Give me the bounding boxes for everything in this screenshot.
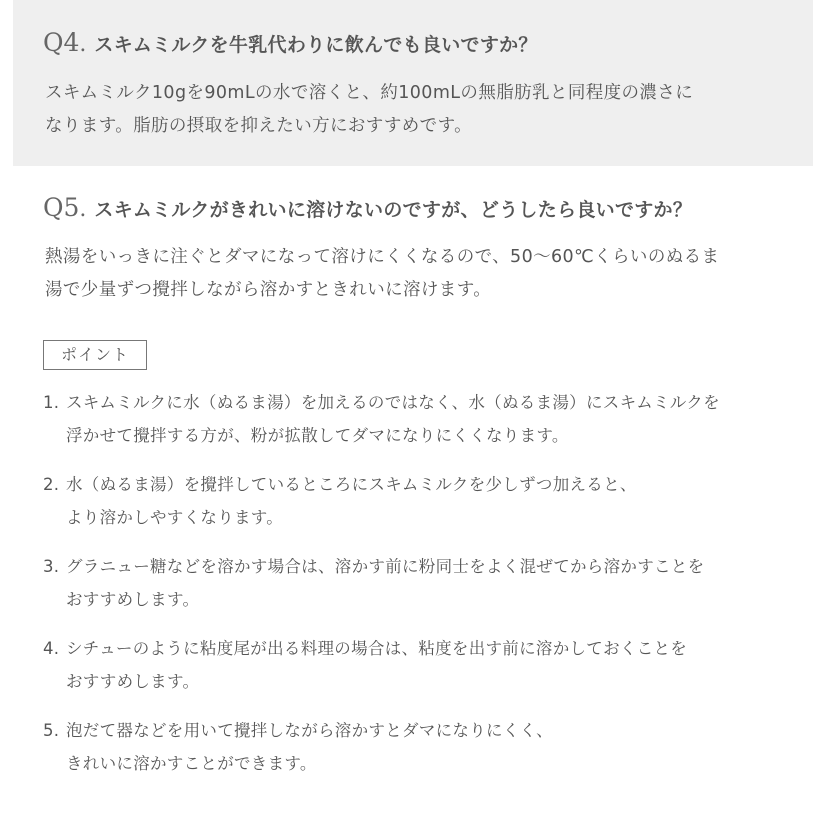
- faq-item-q5: [13, 166, 813, 825]
- list-item: [43, 714, 793, 780]
- question-number: Q5: [43, 193, 80, 222]
- list-item-text: シチューのように粘度尾が出る料理の場合は、粘度を出す前に溶かしておくことを: [66, 639, 688, 658]
- answer-line: 熱湯をいっきに注ぐとダマになって溶けにくくなるので、50〜60℃くらいのぬるま: [45, 247, 720, 267]
- list-item-number: 2.: [43, 475, 60, 494]
- answer-line: 湯で少量ずつ攪拌しながら溶かすときれいに溶けます。: [45, 280, 492, 300]
- list-item-number: 3.: [43, 557, 60, 576]
- list-item-text-continued: おすすめします。: [66, 590, 200, 609]
- list-item-text: スキムミルクに水（ぬるま湯）を加えるのではなく、水（ぬるま湯）にスキムミルクを: [66, 393, 720, 412]
- question-text: スキムミルクを牛乳代わりに飲んでも良いですか？: [94, 34, 538, 56]
- list-item-text-continued: より溶かしやすくなります。: [66, 508, 284, 527]
- answer-line: なります。脂肪の摂取を抑えたい方におすすめです。: [45, 116, 472, 136]
- list-item-number: 4.: [43, 639, 60, 658]
- list-item-number: 5.: [43, 721, 60, 740]
- question-heading: [43, 28, 803, 57]
- question-number: Q4: [43, 28, 80, 57]
- list-item: [43, 632, 793, 698]
- list-item-text: グラニュー糖などを溶かす場合は、溶かす前に粉同士をよく混ぜてから溶かすことを: [66, 557, 705, 576]
- list-item-text: 泡だて器などを用いて攪拌しながら溶かすとダマになりにくく、: [66, 721, 553, 740]
- point-label-badge: ポイント: [43, 340, 147, 370]
- list-item: [43, 468, 793, 534]
- list-item-text-continued: きれいに溶かすことができます。: [66, 754, 317, 773]
- answer-text: [45, 241, 791, 307]
- question-text: スキムミルクがきれいに溶けないのですが、どうしたら良いですか？: [94, 199, 693, 221]
- question-number-dot: .: [79, 197, 87, 222]
- list-item-text-continued: おすすめします。: [66, 672, 200, 691]
- faq-item-q4: [13, 0, 813, 166]
- question-heading: [43, 193, 803, 222]
- list-item: [43, 550, 793, 616]
- list-item-text: 水（ぬるま湯）を攪拌しているところにスキムミルクを少しずつ加えると、: [66, 475, 637, 494]
- list-item-text-continued: 浮かせて攪拌する方が、粉が拡散してダマになりにくくなります。: [66, 426, 569, 445]
- answer-text: [45, 77, 791, 143]
- question-number-dot: .: [79, 32, 87, 57]
- list-item: [43, 386, 793, 452]
- answer-line: スキムミルク10gを90mLの水で溶くと、約100mLの無脂肪乳と同程度の濃さに: [45, 83, 694, 103]
- list-item-number: 1.: [43, 393, 60, 412]
